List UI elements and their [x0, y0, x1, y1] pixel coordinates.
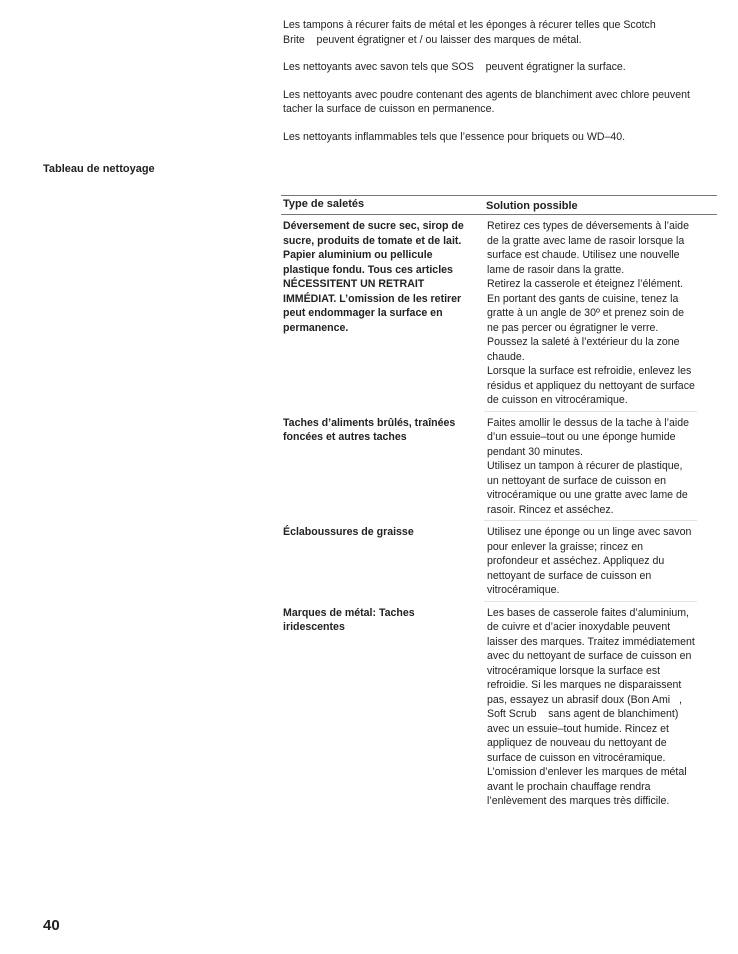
page-number: 40 — [43, 917, 60, 934]
solution-paragraph: Utilisez un tampon à récurer de plastique, un nettoyant de surface de cuisson en vitrocéramique ou une gratte avec lame de rasoir. Rincez et asséchez. — [487, 460, 688, 516]
soil-type-cell: Déversement de sucre sec, sirop de sucre, produits de tomate et de lait. Papier aluminium ou pellicule plastique fondu. Tous ces articles NÉCESSITENT UN RETRAIT IMMÉDIAT. L’omission de les retirer peut endommager la surface en permanence. — [283, 220, 464, 334]
intro-paragraph: Les nettoyants inflammables tels que l’essence pour briquets ou WD–40. — [283, 130, 626, 143]
intro-paragraph: Les tampons à récurer faits de métal et les éponges à récurer telles que Scotch Brite peuvent égratigner et / ou laisser des marques de métal. — [283, 19, 656, 46]
table-row — [281, 215, 717, 412]
solution-paragraph: Faites amollir le dessus de la tache à l’aide d’un essuie–tout ou une éponge humide pendant 30 minutes. — [487, 416, 689, 458]
column-header-solution: Solution possible — [486, 200, 578, 212]
solution-cell — [484, 215, 697, 412]
soil-type-cell: Marques de métal: Taches iridescentes — [283, 606, 415, 633]
solution-cell — [484, 602, 697, 812]
intro-paragraph: Les nettoyants avec savon tels que SOS peuvent égratigner la surface. — [283, 61, 626, 73]
solution-paragraph: Retirez la casserole et éteignez l’élément. — [487, 278, 684, 290]
solution-cell — [484, 412, 697, 522]
solution-paragraph: Lorsque la surface est refroidie, enlevez les résidus et appliquez du nettoyant de surface de cuisson en vitrocéramique. — [487, 365, 695, 406]
soil-type-cell: Taches d’aliments brûlés, traînées foncées et autres taches — [283, 416, 456, 443]
section-title: Tableau de nettoyage — [43, 163, 155, 175]
solution-paragraph: Utilisez une éponge ou un linge avec savon pour enlever la graisse; rincez en profondeur et asséchez. Appliquez du nettoyant de surface de cuisson en vitrocéramique. — [487, 526, 692, 596]
table-header — [281, 195, 717, 215]
intro-paragraph: Les nettoyants avec poudre contenant des agents de blanchiment avec chlore peuvent tacher la surface de cuisson en permanence. — [283, 88, 690, 115]
solution-cell — [484, 521, 697, 602]
solution-paragraph: En portant des gants de cuisine, tenez la gratte à un angle de 30º et prenez soin de ne pas percer ou égratigner le verre. Poussez la saleté à l’extérieur du la zone chaude. — [487, 292, 685, 363]
table-row — [281, 521, 717, 602]
cleaning-table — [281, 195, 717, 812]
table-row — [281, 602, 717, 812]
column-header-type: Type de saletés — [283, 198, 365, 210]
intro-text — [283, 18, 713, 157]
solution-paragraph: Retirez ces types de déversements à l’aide de la gratte avec lame de rasoir lorsque la surface est chaude. Utilisez une nouvelle lame de rasoir dans la gratte. — [487, 220, 689, 276]
soil-type-cell: Éclaboussures de graisse — [283, 526, 414, 538]
table-row — [281, 412, 717, 522]
solution-paragraph: Les bases de casserole faites d’aluminium, de cuivre et d’acier inoxydable peuvent laisser des marques. Traitez immédiatement avec du nettoyant de surface de cuisson en vitrocéramique lorsque la surface est refroidie. Si les marques ne disparaissent pas, essayez un abrasif doux (Bon Ami , Soft Scrub sans agent de blanchiment) avec un essuie–tout humide. Rincez et appliquez de nouveau du nettoyant de surface de cuisson en vitrocéramique. L’omission d’enlever les marques de métal avant le prochain chauffage rendra l’enlèvement des marques très difficile. — [487, 606, 695, 807]
